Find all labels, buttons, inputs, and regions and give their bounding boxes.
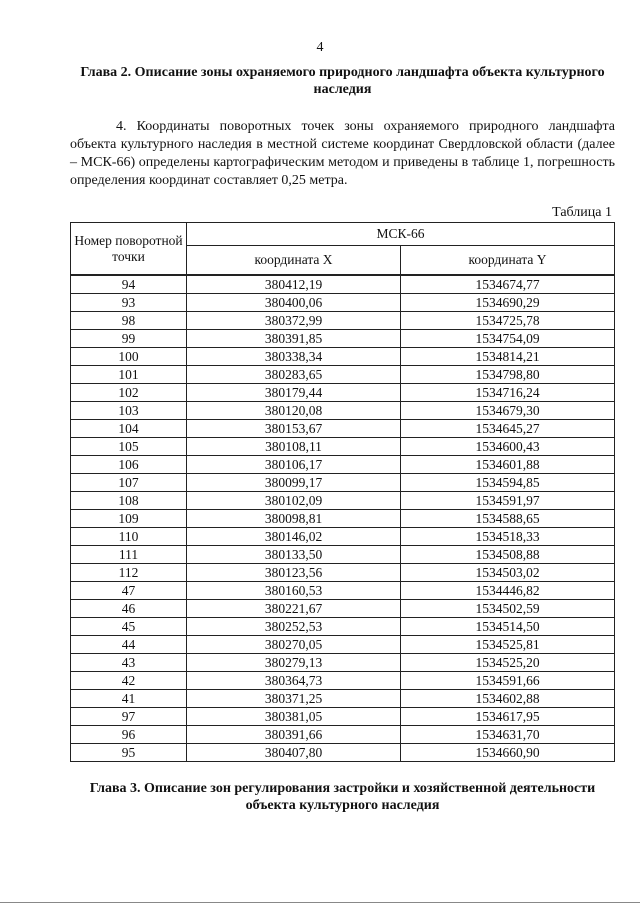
point-number-cell: 103 xyxy=(71,402,187,420)
table-row xyxy=(71,330,615,348)
table-row xyxy=(71,672,615,690)
coordinate-x-cell: 380338,34 xyxy=(187,348,401,366)
coordinate-x-cell: 380270,05 xyxy=(187,636,401,654)
point-number-cell: 104 xyxy=(71,420,187,438)
table-row xyxy=(71,294,615,312)
point-number-cell: 43 xyxy=(71,654,187,672)
coordinate-x-cell: 380123,56 xyxy=(187,564,401,582)
coordinate-y-cell: 1534754,09 xyxy=(401,330,615,348)
table-row xyxy=(71,582,615,600)
table-row xyxy=(71,402,615,420)
coordinate-y-cell: 1534798,80 xyxy=(401,366,615,384)
coordinate-y-cell: 1534690,29 xyxy=(401,294,615,312)
point-number-cell: 98 xyxy=(71,312,187,330)
header-coordinate-system: МСК-66 xyxy=(187,223,615,246)
point-number-cell: 44 xyxy=(71,636,187,654)
coordinate-x-cell: 380179,44 xyxy=(187,384,401,402)
point-number-cell: 94 xyxy=(71,275,187,294)
coordinate-y-cell: 1534645,27 xyxy=(401,420,615,438)
coordinate-y-cell: 1534508,88 xyxy=(401,546,615,564)
table-row xyxy=(71,366,615,384)
coordinate-y-cell: 1534725,78 xyxy=(401,312,615,330)
point-number-cell: 102 xyxy=(71,384,187,402)
coordinates-table xyxy=(70,222,615,762)
coordinate-y-cell: 1534446,82 xyxy=(401,582,615,600)
coordinate-y-cell: 1534502,59 xyxy=(401,600,615,618)
coordinate-x-cell: 380391,85 xyxy=(187,330,401,348)
coordinate-x-cell: 380412,19 xyxy=(187,275,401,294)
point-number-cell: 106 xyxy=(71,456,187,474)
coordinate-x-cell: 380099,17 xyxy=(187,474,401,492)
coordinate-y-cell: 1534716,24 xyxy=(401,384,615,402)
coordinate-x-cell: 380160,53 xyxy=(187,582,401,600)
point-number-cell: 109 xyxy=(71,510,187,528)
point-number-cell: 41 xyxy=(71,690,187,708)
coordinate-y-cell: 1534674,77 xyxy=(401,275,615,294)
coordinate-x-cell: 380108,11 xyxy=(187,438,401,456)
table-caption: Таблица 1 xyxy=(552,205,612,220)
table-row xyxy=(71,528,615,546)
coordinates-paragraph: 4. Координаты поворотных точек зоны охраняемого природного ландшафта объекта культурного наследия в местной системе координат Свердловской области (далее – МСК-66) определены картографическим методом и приведены в таблице 1, погрешность определения координат составляет 0,25 метра. xyxy=(70,119,615,188)
table-row xyxy=(71,546,615,564)
coordinate-y-cell: 1534591,97 xyxy=(401,492,615,510)
point-number-cell: 46 xyxy=(71,600,187,618)
coordinate-y-cell: 1534600,43 xyxy=(401,438,615,456)
chapter-3-title: Глава 3. Описание зон регулирования застройки и хозяйственной деятельности объекта культурного наследия xyxy=(89,781,596,813)
point-number-cell: 111 xyxy=(71,546,187,564)
point-number-cell: 96 xyxy=(71,726,187,744)
coordinate-x-cell: 380133,50 xyxy=(187,546,401,564)
coordinate-x-cell: 380371,25 xyxy=(187,690,401,708)
header-coordinate-x: координата X xyxy=(187,246,401,276)
table-row xyxy=(71,275,615,294)
coordinate-x-cell: 380364,73 xyxy=(187,672,401,690)
point-number-cell: 101 xyxy=(71,366,187,384)
coordinate-y-cell: 1534660,90 xyxy=(401,744,615,762)
table-row xyxy=(71,636,615,654)
coordinate-x-cell: 380120,08 xyxy=(187,402,401,420)
point-number-cell: 45 xyxy=(71,618,187,636)
table-row xyxy=(71,420,615,438)
table-row xyxy=(71,708,615,726)
table-row xyxy=(71,726,615,744)
point-number-cell: 108 xyxy=(71,492,187,510)
point-number-cell: 105 xyxy=(71,438,187,456)
coordinate-x-cell: 380381,05 xyxy=(187,708,401,726)
point-number-cell: 93 xyxy=(71,294,187,312)
coordinate-y-cell: 1534814,21 xyxy=(401,348,615,366)
coordinate-x-cell: 380252,53 xyxy=(187,618,401,636)
coordinate-y-cell: 1534631,70 xyxy=(401,726,615,744)
table-body xyxy=(71,275,615,762)
coordinate-x-cell: 380279,13 xyxy=(187,654,401,672)
table-row xyxy=(71,510,615,528)
coordinate-x-cell: 380372,99 xyxy=(187,312,401,330)
table-row xyxy=(71,384,615,402)
table-row xyxy=(71,600,615,618)
table-row xyxy=(71,312,615,330)
coordinate-x-cell: 380098,81 xyxy=(187,510,401,528)
point-number-cell: 47 xyxy=(71,582,187,600)
table-row xyxy=(71,564,615,582)
coordinate-x-cell: 380283,65 xyxy=(187,366,401,384)
coordinate-y-cell: 1534525,20 xyxy=(401,654,615,672)
point-number-cell: 112 xyxy=(71,564,187,582)
point-number-cell: 95 xyxy=(71,744,187,762)
coordinate-x-cell: 380400,06 xyxy=(187,294,401,312)
coordinate-y-cell: 1534679,30 xyxy=(401,402,615,420)
coordinate-x-cell: 380407,80 xyxy=(187,744,401,762)
point-number-cell: 110 xyxy=(71,528,187,546)
coordinate-x-cell: 380391,66 xyxy=(187,726,401,744)
header-coordinate-y: координата Y xyxy=(401,246,615,276)
table-row xyxy=(71,654,615,672)
coordinate-y-cell: 1534602,88 xyxy=(401,690,615,708)
table-row xyxy=(71,474,615,492)
chapter-2-title: Глава 2. Описание зоны охраняемого природного ландшафта объекта культурного наследия xyxy=(80,65,605,97)
coordinate-y-cell: 1534525,81 xyxy=(401,636,615,654)
coordinate-y-cell: 1534591,66 xyxy=(401,672,615,690)
coordinate-y-cell: 1534617,95 xyxy=(401,708,615,726)
point-number-cell: 42 xyxy=(71,672,187,690)
coordinate-x-cell: 380102,09 xyxy=(187,492,401,510)
coordinate-y-cell: 1534514,50 xyxy=(401,618,615,636)
coordinate-x-cell: 380106,17 xyxy=(187,456,401,474)
page-bottom-edge xyxy=(0,902,640,903)
page-number: 4 xyxy=(316,40,324,55)
coordinate-y-cell: 1534588,65 xyxy=(401,510,615,528)
table-row xyxy=(71,456,615,474)
table-row xyxy=(71,438,615,456)
point-number-cell: 100 xyxy=(71,348,187,366)
coordinate-x-cell: 380221,67 xyxy=(187,600,401,618)
coordinate-x-cell: 380153,67 xyxy=(187,420,401,438)
table-row xyxy=(71,618,615,636)
header-point-number: Номер поворотной точки xyxy=(71,223,187,276)
coordinate-y-cell: 1534518,33 xyxy=(401,528,615,546)
table-row xyxy=(71,744,615,762)
coordinate-x-cell: 380146,02 xyxy=(187,528,401,546)
point-number-cell: 99 xyxy=(71,330,187,348)
table-row xyxy=(71,492,615,510)
coordinate-y-cell: 1534594,85 xyxy=(401,474,615,492)
coordinate-y-cell: 1534503,02 xyxy=(401,564,615,582)
point-number-cell: 97 xyxy=(71,708,187,726)
table-row xyxy=(71,690,615,708)
point-number-cell: 107 xyxy=(71,474,187,492)
table-row xyxy=(71,348,615,366)
coordinate-y-cell: 1534601,88 xyxy=(401,456,615,474)
